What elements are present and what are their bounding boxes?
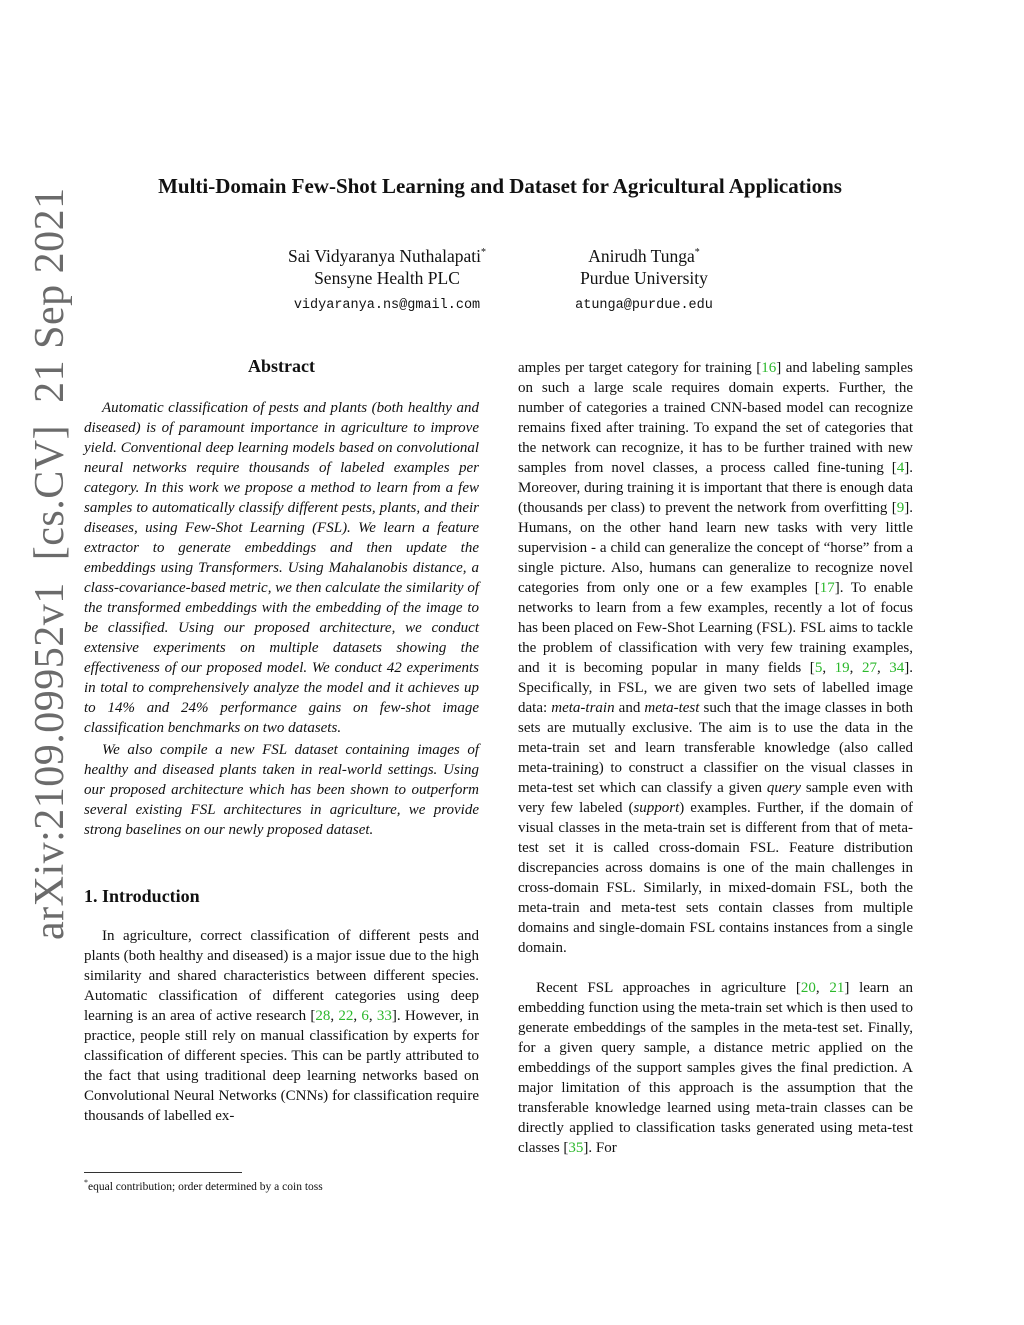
text-run: ]. For (583, 1140, 617, 1156)
citation-link[interactable]: 17 (819, 580, 835, 596)
paper-title: Multi-Domain Few-Shot Learning and Dataset for Agricultural Applications (158, 174, 842, 198)
text-run: ]. Humans, on the other hand learn new tasks with very little supervision - a child can generalize the concept of “horse” from a single picture. Also, humans can generalize to recognize novel categories from only one or a few examples [ (518, 500, 913, 596)
text-run: and (614, 700, 645, 716)
text-run: ]. However, in practice, people still rely on manual classification by experts for classification of different species. This can be partly attributed to the fact that using traditional deep learning networks based on Convolutional Neural Networks (CNNs) for classification require thousands of labelled ex- (84, 1008, 479, 1124)
section-heading: 1. Introduction (84, 886, 200, 906)
citation-link[interactable]: 34 (889, 660, 905, 676)
arxiv-category: [cs.CV] (27, 424, 73, 561)
arxiv-stamp (26, 165, 74, 940)
text-run: ] and labeling samples on such a large scale requires domain experts. Further, the number of categories a trained CNN-based model can recognize remains fixed after training. To expand the set of categories that the network can recognize, it has to be further trained with new samples from novel classes, a process called fine-tuning [ (518, 360, 913, 476)
citation-link[interactable]: 5 (814, 660, 823, 676)
abstract (84, 356, 479, 840)
emphasis: support (633, 800, 680, 816)
citation-link[interactable]: 4 (896, 460, 905, 476)
citation-link[interactable]: 20 (800, 980, 816, 996)
abstract-paragraph: We also compile a new FSL dataset containing images of healthy and diseased plants taken in real-world settings. Using our proposed architecture which has been shown to outperform several existing FSL architectures in agriculture, we provide strong baselines on our newly proposed dataset. (84, 742, 479, 838)
citation-link[interactable]: 33 (376, 1008, 392, 1024)
citation-link[interactable]: 27 (861, 660, 877, 676)
author-mark: * (481, 247, 486, 258)
author-affiliation: Sensyne Health PLC (314, 267, 460, 288)
author-email: atunga@purdue.edu (575, 297, 713, 313)
author-1 (257, 242, 517, 317)
citation-link[interactable]: 35 (568, 1140, 584, 1156)
body-paragraph: In agriculture, correct classification of different pests and plants (both healthy and diseased) is a major issue due to the high similarity and shared characteristics between different species. Automatic classification of different categories using deep learning is an area of active research [28, 22, 6, 33]. However, in practice, people still rely on manual classification by experts for classification of different species. This can be partly attributed to the fact that using traditional deep learning networks based on Convolutional Neural Networks (CNNs) for classification require thousands of labelled ex- (84, 928, 479, 1124)
text-run: In agriculture, correct classification of different pests and plants (both healthy and diseased) is a major issue due to the high similarity and shared characteristics between different species. Automatic classification of different categories using deep learning is an area of active research [ (84, 928, 479, 1024)
abstract-heading: Abstract (248, 356, 315, 376)
author-name: Anirudh Tunga (588, 245, 695, 266)
footnote-rule (84, 1172, 242, 1173)
emphasis: meta-test (644, 700, 700, 716)
arxiv-id: arXiv:2109.09952v1 (27, 582, 73, 940)
author-mark: * (694, 247, 700, 258)
right-column (518, 358, 913, 1158)
author-affiliation: Purdue University (580, 267, 708, 288)
author-email: vidyaranya.ns@gmail.com (293, 297, 481, 313)
abstract-paragraph: Automatic classification of pests and plants (both healthy and diseased) is of paramount importance in agriculture to improve yield. Conventional deep learning models based on convolutional neural networks require thousands of labeled examples per category. In this work we propose a method to learn from a few samples to automatically classify different pests, plants, and their diseases, using Few-Shot Learning (FSL). We learn a feature extractor to generate embeddings and then update the embeddings using Transformers. Using Mahalanobis distance, a class-covariance-based metric, we then calculate the similarity of the transformed embeddings with the embedding of the image to be classified. Using our proposed architecture, we conduct extensive experiments on multiple datasets showing the effectiveness of our proposed model. We conduct 42 experiments in total to comprehensively analyze the model and it achieves up to 14% and 24% performance gains on few-shot image classification benchmarks on two datasets. (84, 400, 479, 736)
text-run: ) examples. Further, if the domain of visual classes in the meta-train set is different from that of meta-test set it is called cross-domain FSL. Feature distribution discrepancies across domains is one of the main challenges in cross-domain FSL. Similarly, in mixed-domain FSL, both the meta-train and meta-test sets contain classes from multiple domains and single-domain FSL contains instances from a single domain. (518, 800, 913, 956)
citation-link[interactable]: 21 (829, 980, 845, 996)
citation-link[interactable]: 9 (896, 500, 905, 516)
body-paragraph: Recent FSL approaches in agriculture [20, 21] learn an embedding function using the meta-train set which is then used to generate embeddings of the samples in the meta-test set. Finally, for a given query sample, a distance metric applied on the embeddings of the support samples gives the final prediction. A major limitation of this approach is the assumption that the transferable knowledge learned using meta-train classes can be directly applied to classification tasks generated using meta-test classes [35]. For (518, 980, 913, 1156)
text-run: sample even with very few labeled ( (518, 780, 913, 816)
arxiv-date: 21 Sep 2021 (27, 187, 73, 403)
citation-link[interactable]: 28 (315, 1008, 331, 1024)
citation-link[interactable]: 16 (761, 360, 777, 376)
citation-link[interactable]: 22 (338, 1008, 354, 1024)
text-run: ] learn an embedding function using the meta-train set which is then used to generate embeddings of the samples in the meta-test set. Finally, for a given query sample, a distance metric applied on the embeddings of the support samples gives the final prediction. A major limitation of this approach is the assumption that the transferable knowledge learned using meta-train classes can be directly applied to classification tasks generated using meta-test classes [ (518, 980, 913, 1156)
footnote (84, 1178, 323, 1193)
footnote-mark: * (84, 1178, 88, 1187)
citation-link[interactable]: 19 (834, 660, 850, 676)
text-run: Recent FSL approaches in agriculture [ (536, 980, 801, 996)
body-paragraph: amples per target category for training [16] and labeling samples on such a large scale requires domain experts. Further, the number of categories a trained CNN-based model can recognize remains fixed after training. To expand the set of categories that the network can recognize, it has to be further trained with new samples from novel classes, a process called fine-tuning [4]. Moreover, during training it is important that there is enough data (thousands per class) to prevent the network from overfitting [9]. Humans, on the other hand learn new tasks with very little supervision - a child can generalize the concept of “horse” from a single picture. Also, humans can generalize to recognize novel categories from only one or a few examples [17]. To enable networks to learn from a few examples, recently a lot of focus has been placed on Few-Shot Learning (FSL). FSL aims to tackle the problem of classification with very few training examples, and it is becoming popular in many fields [5, 19, 27, 34]. Specifically, in FSL, we are given two sets of labelled image data: meta-train and meta-test such that the image classes in both sets are mutually exclusive. The aim is to use the data in the meta-train set and learn transferable knowledge (also called meta-training) to construct a classifier on the visual classes in meta-test set which can classify a given query sample even with very few labeled (support) examples. Further, if the domain of visual classes in the meta-train set is different from that of meta-test set it is called cross-domain FSL. Feature distribution discrepancies across domains is one of the main challenges in cross-domain FSL. Similarly, in mixed-domain FSL, both the meta-train and meta-test sets contain classes from multiple domains and single-domain FSL contains instances from a single domain. (518, 360, 914, 956)
text-run: ]. To enable networks to learn from a few examples, recently a lot of focus has been placed on Few-Shot Learning (FSL). FSL aims to tackle the problem of classification with very few training examples, and it is becoming popular in many fields [ (518, 580, 914, 676)
author-2 (514, 242, 774, 317)
text-run: ]. Specifically, in FSL, we are given two sets of labelled image data: (518, 660, 914, 716)
left-column (84, 356, 479, 1126)
text-run: ]. Moreover, during training it is important that there is enough data (thousands per class) to prevent the network from overfitting [ (518, 460, 913, 516)
text-run: such that the image classes in both sets are mutually exclusive. The aim is to use the data in the meta-train set and learn transferable knowledge (also called meta-training) to construct a classifier on the visual classes in meta-test set which can classify a given (518, 700, 913, 796)
citation-link[interactable]: 6 (361, 1008, 369, 1024)
footnote-text: equal contribution; order determined by a coin toss (88, 1180, 323, 1193)
author-name: Sai Vidyaranya Nuthalapati (287, 245, 481, 266)
emphasis: meta-train (551, 700, 615, 716)
emphasis: query (766, 780, 801, 796)
text-run: amples per target category for training [ (518, 360, 762, 376)
